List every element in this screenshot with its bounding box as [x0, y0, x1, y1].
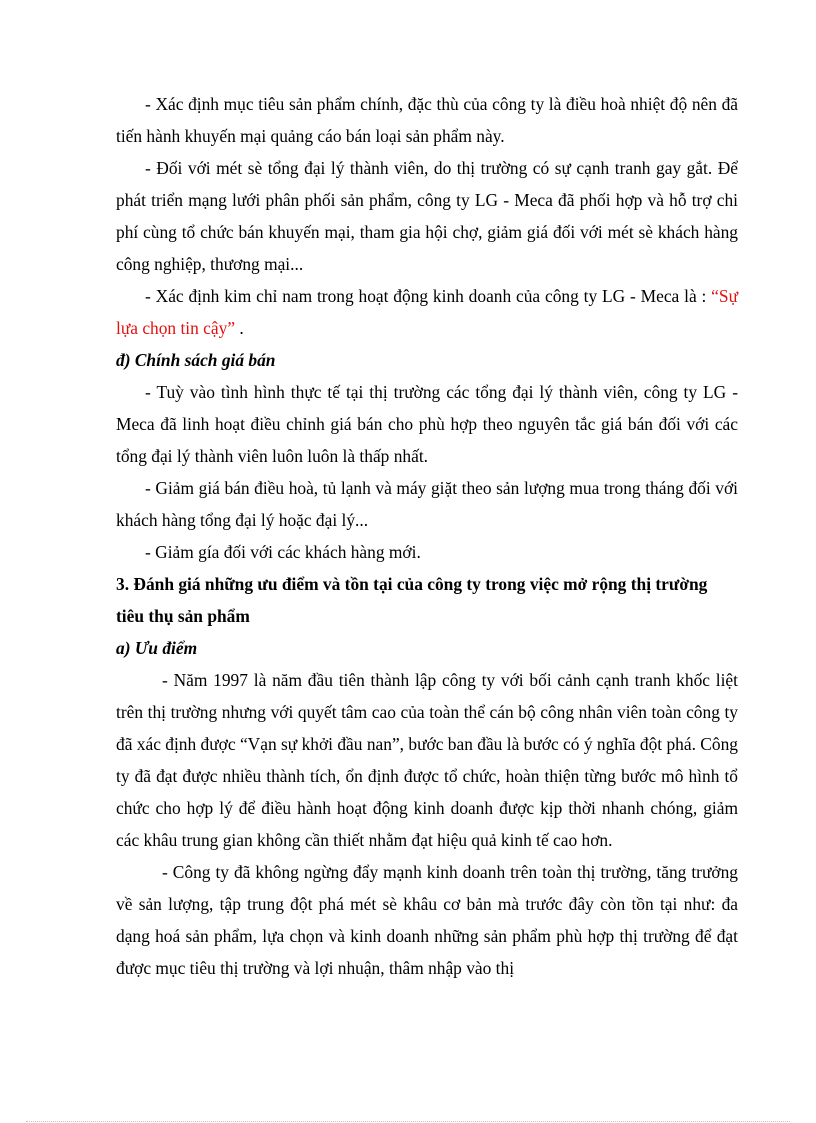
paragraph-flexible-pricing: - Tuỳ vào tình hình thực tế tại thị trường các tổng đại lý thành viên, công ty LG - Meca đã linh hoạt điều chỉnh giá bán cho phù hợp theo nguyên tắc giá bán đối với các tổng đại lý thành viên luôn luôn là thấp nhất.: [116, 382, 738, 466]
paragraph-founding-1997: - Năm 1997 là năm đầu tiên thành lập công ty với bối cảnh cạnh tranh khốc liệt trên thị trường nhưng với quyết tâm cao của toàn thể cán bộ công nhân viên toàn công ty đã xác định được “Vạn sự khởi đầu nan”, bước ban đầu là bước có ý nghĩa đột phá. Công ty đã đạt được nhiều thành tích, ổn định được tổ chức, hoàn thiện từng bước mô hình tổ chức cho hợp lý để điều hành hoạt động kinh doanh được kịp thời nhanh chóng, giảm các khâu trung gian không cần thiết nhằm đạt hiệu quả kinh tế cao hơn.: [116, 670, 738, 850]
paragraph-business-growth: - Công ty đã không ngừng đẩy mạnh kinh doanh trên toàn thị trường, tăng trưởng về sản lượng, tập trung đột phá mét sè khâu cơ bản mà trước đây còn tồn tại như: đa dạng hoá sản phẩm, lựa chọn và kinh doanh những sản phẩm phù hợp thị trường để đạt được mục tiêu thị trường và lợi nhuận, thâm nhập vào thị: [116, 862, 738, 978]
page-bottom-divider: [26, 1121, 790, 1122]
document-body: [116, 88, 738, 984]
heading-advantages: a) Ưu điểm: [116, 638, 198, 658]
heading-pricing-policy: đ) Chính sách giá bán: [116, 350, 276, 370]
paragraph-guiding-principle: [116, 280, 738, 344]
paragraph-product-focus: - Xác định mục tiêu sản phẩm chính, đặc thù của công ty là điều hoà nhiệt độ nên đã tiến hành khuyến mại quảng cáo bán loại sản phẩm này.: [116, 94, 738, 146]
guiding-principle-text: - Xác định kim chỉ nam trong hoạt động kinh doanh của công ty LG - Meca là :: [145, 286, 712, 306]
paragraph-volume-discount: - Giảm giá bán điều hoà, tủ lạnh và máy giặt theo sản lượng mua trong tháng đối với khách hàng tổng đại lý hoặc đại lý...: [116, 478, 738, 530]
slogan-quote: “Sự lựa chọn tin cậy”: [116, 286, 738, 338]
guiding-principle-end: .: [235, 318, 244, 338]
heading-section-3: 3. Đánh giá những ưu điểm và tồn tại của công ty trong việc mở rộng thị trường tiêu thụ sản phẩm: [116, 574, 708, 626]
paragraph-new-customer-discount: - Giảm gía đối với các khách hàng mới.: [145, 542, 421, 562]
paragraph-distribution-support: - Đối với mét sè tổng đại lý thành viên, do thị trường có sự cạnh tranh gay gắt. Để phát triển mạng lưới phân phối sản phẩm, công ty LG - Meca đã phối hợp và hỗ trợ chi phí cùng tổ chức bán khuyến mại, tham gia hội chợ, giảm giá đối với mét sè khách hàng công nghiệp, thương mại...: [116, 158, 738, 274]
